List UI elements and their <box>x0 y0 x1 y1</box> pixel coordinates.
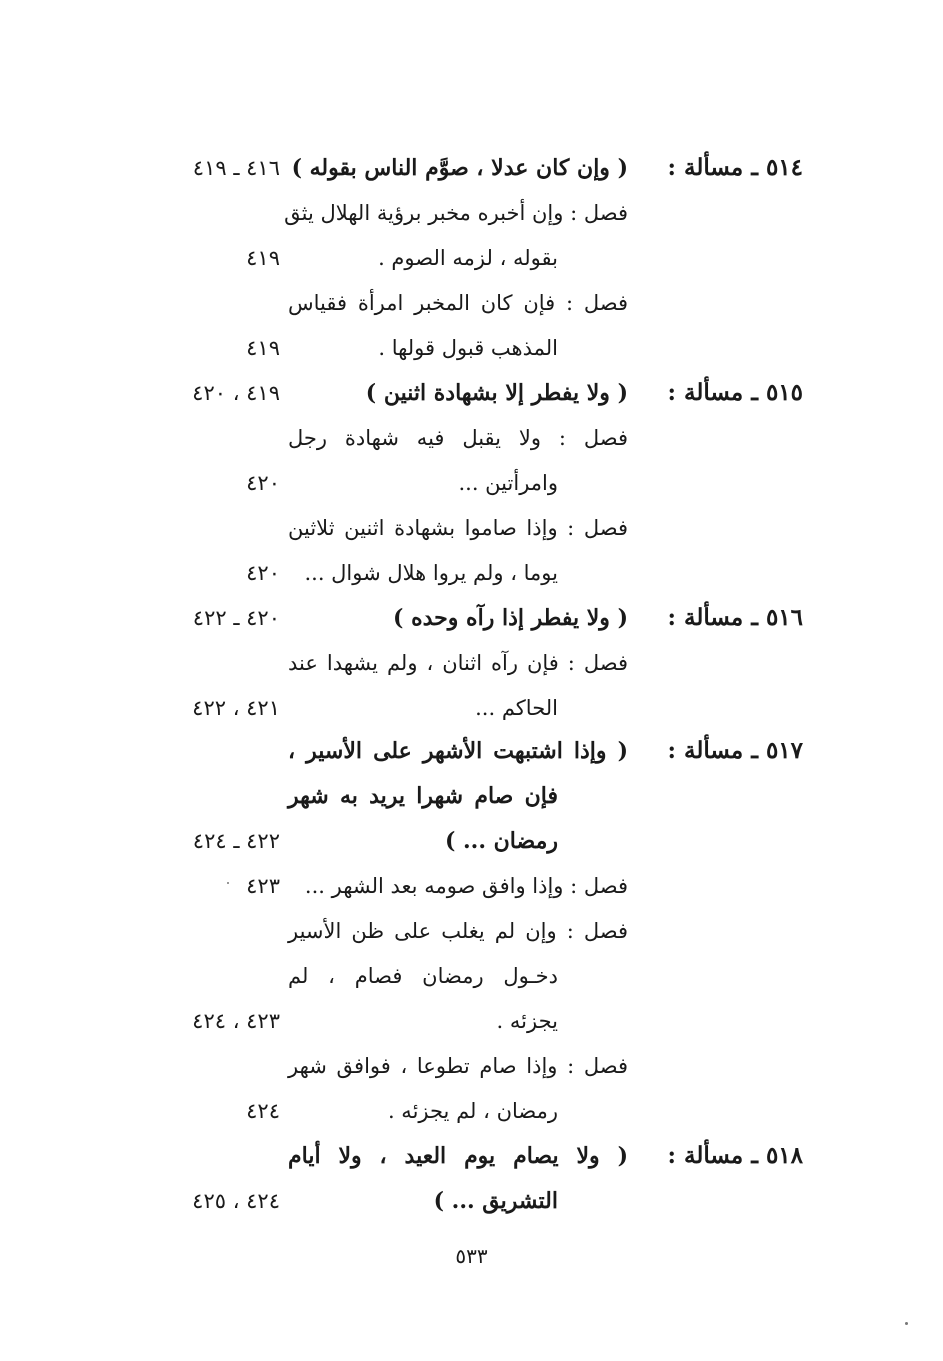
section-line: فصل : وإن أخبره مخبر برؤية الهلال يثق <box>284 201 628 225</box>
section-line: وامرأتين ... <box>458 471 558 495</box>
heading-page-ref: ٤٢٤ ، ٤٢٥ <box>192 1189 280 1213</box>
scan-speck <box>905 1322 908 1325</box>
section-page-ref: ٤٢٣ <box>246 874 280 898</box>
heading-page-ref: ٤١٩ ، ٤٢٠ <box>192 381 280 405</box>
section-page-ref: ٤٢٠ <box>246 471 280 495</box>
section-page-ref: ٤٢٠ <box>246 561 280 585</box>
heading-page-ref: ٤١٦ ـ ٤١٩ <box>192 156 280 180</box>
section-line: فصل : وإذا صاموا بشهادة اثنين ثلاثين <box>288 516 628 540</box>
section-line: فصل : وإذا وافق صومه بعد الشهر ... <box>304 874 628 898</box>
section-page-ref: ٤٢١ ، ٤٢٢ <box>192 696 280 720</box>
section-line: فصل : وإن لم يغلب على ظن الأسير <box>288 919 628 943</box>
section-line: فصل : ولا يقبل فيه شهادة رجل <box>288 426 628 450</box>
section-line: دخـول رمضان فصام ، لم <box>288 964 558 988</box>
entry-heading: ( ولا يفطر إذا رآه وحده ) <box>393 605 628 631</box>
section-line: فصل : وإذا صام تطوعا ، فوافق شهر <box>288 1054 628 1078</box>
section-page-ref: ٤٢٣ ، ٤٢٤ <box>192 1009 280 1033</box>
section-line: فصل : فإن كان المخبر امرأة فقياس <box>288 291 628 315</box>
entry-heading: ( وإن كان عدلا ، صوَّم الناس بقوله ) <box>291 155 628 181</box>
section-line: رمضان ، لم يجزئه . <box>387 1099 558 1123</box>
entry-label: ٥١٤ ـ مسألة : <box>667 154 803 181</box>
entry-heading: ( ولا يصام يوم العيد ، ولا أيام <box>288 1143 628 1169</box>
section-line: بقوله ، لزمه الصوم . <box>378 246 558 270</box>
page-number: ٥٣٣ <box>455 1244 488 1268</box>
entry-label: ٥١٥ ـ مسألة : <box>667 379 803 406</box>
scan-speck <box>227 882 229 884</box>
section-line: فصل : فإن رآه اثنان ، ولم يشهدا عند <box>288 651 628 675</box>
entry-heading: ( وإذا اشتبهت الأشهر على الأسير ، <box>288 738 628 764</box>
entry-label: ٥١٧ ـ مسألة : <box>667 737 803 764</box>
entry-label: ٥١٦ ـ مسألة : <box>667 604 803 631</box>
section-line: يجزئه . <box>496 1009 558 1033</box>
section-page-ref: ٤١٩ <box>246 336 280 360</box>
section-line: المذهب قبول قولها . <box>378 336 558 360</box>
entry-heading: التشريق ... ) <box>433 1188 558 1214</box>
heading-page-ref: ٤٢٠ ـ ٤٢٢ <box>192 606 280 630</box>
section-line: الحاكم ... <box>475 696 558 720</box>
heading-page-ref: ٤٢٢ ـ ٤٢٤ <box>192 829 280 853</box>
entry-heading: فإن صام شهرا يريد به شهر <box>288 783 558 809</box>
section-page-ref: ٤٢٤ <box>246 1099 280 1123</box>
section-page-ref: ٤١٩ <box>246 246 280 270</box>
entry-heading: ( ولا يفطر إلا بشهادة اثنين ) <box>365 380 628 406</box>
entry-heading: رمضان ... ) <box>444 828 558 854</box>
section-line: يوما ، ولم يروا هلال شوال ... <box>304 561 558 585</box>
entry-label: ٥١٨ ـ مسألة : <box>667 1142 803 1169</box>
